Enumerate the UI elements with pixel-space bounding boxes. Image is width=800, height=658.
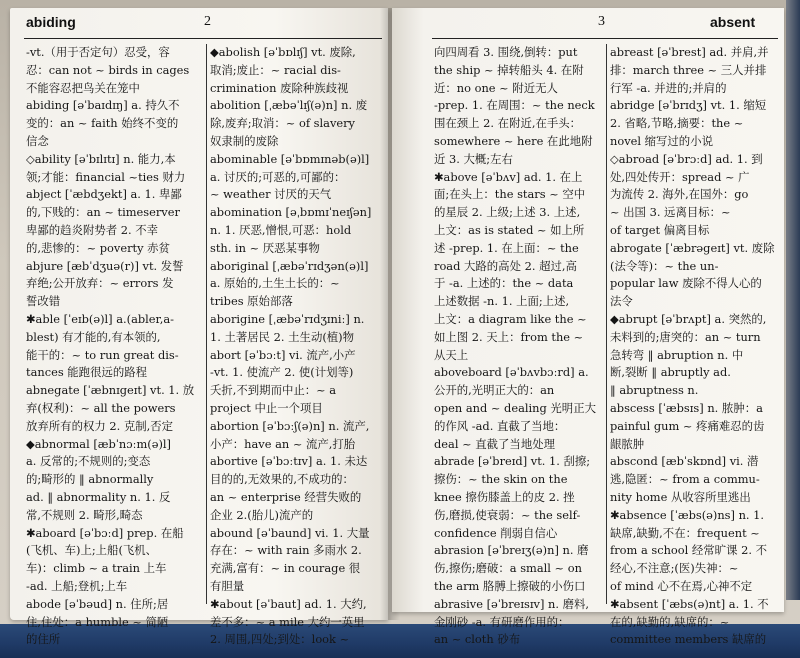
entry-line: abiding [əˈbaɪdɪŋ] a. 持久不 [26,98,180,113]
entry-line: ad. ‖ abnormality n. 1. 反 [26,489,171,504]
entry-line: 放弃所有的权力 2. 克制,否定 [26,418,174,433]
entry-line: abortive [əˈbɔːtɪv] a. 1. 未达 [210,454,368,469]
entry-line: 经心,不注意;(医)失神：~ [610,561,739,576]
entry-line: aboriginal [ˌæbəˈrɪdʒən(ə)l] [210,258,369,273]
entry-line: deal ~ 直截了当地处理 [434,436,555,451]
entry-line: 除,废弃;取消：~ of slavery [210,116,355,131]
entry-line: 目的的,无效果的,不成功的： [210,472,354,487]
entry-line: abjure [æbˈdʒuə(r)] vt. 发誓 [26,258,184,273]
entry-line: abrasive [əˈbreɪsɪv] n. 磨料, [434,596,590,611]
entry-line: ✱able [ˈeɪb(ə)l] a.(abler,a- [26,311,174,326]
entry-line: 的,下贱的：an ~ timeserver [26,205,180,220]
entry-line: 缺席,缺勤,不在：frequent ~ [610,525,760,540]
entry-line: 卑鄙的趋炎附势者 2. 不幸 [26,222,159,237]
entry-line: 处,四处传开：spread ~ 广 [610,169,750,184]
entry-line: abortion [əˈbɔːʃ(ə)n] n. 流产, [210,418,370,433]
entry-line: 金刚砂 -a. 有研磨作用的： [434,614,570,629]
entry-line: 领;才能：financial ~ties 财力 [26,169,186,184]
entry-line: 在的,缺勤的,缺席的：~ [610,614,730,629]
entry-line: -vt. 1. 使流产 2. 使(计划等) [210,365,354,380]
left-guide-word: abiding [26,14,76,30]
entry-line: tances 能跑很远的路程 [26,365,148,380]
entry-line: 法令 [610,294,633,309]
entry-line: nity home 从收容所里逃出 [610,489,751,504]
entry-line: -ad. 上船;登机;上车 [26,578,128,593]
entry-line: 上文：a diagram like the ~ [434,311,587,326]
entry-line: abound [əˈbaund] vi. 1. 大量 [210,525,370,540]
entry-line: abort [əˈbɔːt] vi. 流产,小产 [210,347,356,362]
left-page-number: 2 [204,14,211,29]
entry-line: (法令等)：~ the un- [610,258,719,273]
entry-line: 忍：can not ~ birds in cages [26,62,190,77]
entry-line: 弃(权利)：~ all the powers [26,400,176,415]
entry-line: 夭折,不到期而中止：~ a [210,383,337,398]
entry-line: sth. in ~ 厌恶某事物 [210,240,320,255]
entry-line: ◆abrupt [əˈbrʌpt] a. 突然的, [610,311,767,326]
entry-line: 如上图 2. 天上：from the ~ [434,329,584,344]
left-column-1 [26,44,204,649]
entry-line: 常,不规则 2. 畸形,畸态 [26,507,143,522]
entry-line: a. 原始的,土生土长的：~ [210,276,340,291]
entry-line: 上文：as is stated ~ 如上所 [434,222,585,237]
entry-line: abomination [əˌbɒmɪˈneɪʃən] [210,205,372,220]
right-column-1 [434,44,606,649]
entry-line: a. 讨厌的;可恶的,可鄙的： [210,169,346,184]
entry-line: 近：no one ~ 附近无人 [434,80,558,95]
entry-line: 1. 土著居民 2. 土生动(植)物 [210,329,355,344]
entry-line: 2. 省略,节略,摘要：the ~ [610,116,744,131]
entry-line: abscond [æbˈskɒnd] vi. 潜 [610,454,759,469]
entry-line: somewhere ~ here 在此地附 [434,133,593,148]
entry-line: ✱absent [ˈæbs(ə)nt] a. 1. 不 [610,596,769,611]
book-cover-edge [786,0,800,600]
entry-line: novel 缩写过的小说 [610,133,713,148]
entry-line: 的,悲惨的：~ poverty 赤贫 [26,240,170,255]
entry-line: the ship ~ 掉转船头 4. 在附 [434,62,584,77]
entry-line: 有胆量 [210,578,245,593]
entry-line: 不能容忍把鸟关在笼中 [26,80,140,95]
entry-line: painful gum ~ 疼痛难忍的齿 [610,418,765,433]
entry-line: abnegate [ˈæbnɪgeɪt] vt. 1. 放 [26,383,195,398]
entry-line: n. 1. 厌恶,憎恨,可恶：hold [210,222,352,237]
entry-line: abscess [ˈæbsɪs] n. 脓肿：a [610,400,763,415]
entry-line: crimination 废除种族歧视 [210,80,349,95]
entry-line: 伤,磨损,使衰弱：~ the self- [434,507,581,522]
entry-line: ‖ abruptness n. [610,383,699,398]
entry-line: 能干的：~ to run great dis- [26,347,179,362]
entry-line: road 大路的高处 2. 超过,高 [434,258,577,273]
left-column-2 [210,44,382,649]
entry-line: committee members 缺席的 [610,632,767,647]
entry-line: an ~ cloth 砂布 [434,632,521,647]
entry-line: 逃,隐匿：~ from a commu- [610,472,760,487]
entry-line: -vt.（用于否定句）忍受，容 [26,45,170,59]
entry-line: 2. 周围,四处;到处：look ~ [210,632,350,647]
entry-line: -prep. 1. 在周围：~ the neck [434,98,595,113]
entry-line: 弃绝;公开放弃：~ errors 发 [26,276,174,291]
entry-line: ◆abnormal [æbˈnɔːm(ə)l] [26,436,171,451]
entry-line: ✱absence [ˈæbs(ə)ns] n. 1. [610,507,765,522]
entry-line: blest) 有才能的,有本领的, [26,329,161,344]
entry-line: a. 反常的;不规则的;变态 [26,454,151,469]
entry-line: ✱aboard [əˈbɔːd] prep. 在船 [26,525,184,540]
entry-line: ~ weather 讨厌的天气 [210,187,332,202]
entry-line: 围在颈上 2. 在附近,在手头： [434,116,582,131]
right-guide-word: absent [710,14,756,30]
entry-line: confidence 削弱自信心 [434,525,558,540]
entry-line: abrogate [ˈæbrəgeɪt] vt. 废除 [610,240,775,255]
entry-line: abreast [əˈbrest] ad. 并肩,并 [610,45,769,59]
right-page [392,8,784,647]
left-header-rule [24,38,382,39]
entry-line: aboveboard [əˈbʌvbɔːrd] a. [434,365,589,380]
right-column-2 [610,44,782,649]
entry-line: 急转弯 ‖ abruption n. 中 [610,347,744,362]
entry-line: 述 -prep. 1. 在上面：~ the [434,240,579,255]
entry-line: 车)：climb ~ a train 上车 [26,561,167,576]
entry-line: 近 3. 大概;左右 [434,151,513,166]
entry-line: aborigine [ˌæbəˈrɪdʒɪniː] n. [210,311,365,326]
entry-line: project 中止一个项目 [210,400,323,415]
entry-line: the arm 胳膊上擦破的小伤口 [434,578,586,593]
entry-line: abode [əˈbəud] n. 住所;居 [26,596,169,611]
entry-line: 擦伤：~ the skin on the [434,472,568,487]
entry-line: 的;畸形的 ‖ abnormally [26,472,154,487]
entry-line: 充满,富有：~ in courage 很 [210,561,361,576]
entry-line: 上述数据 -n. 1. 上面;上述, [434,294,570,309]
entry-line: abrasion [əˈbreɪʒ(ə)n] n. 磨 [434,543,589,558]
right-header-rule [432,38,778,39]
entry-line: 差不多：~ a mile 大约一英里 [210,614,365,629]
entry-line: ◇abroad [əˈbrɔːd] ad. 1. 到 [610,151,763,166]
entry-line: 的作风 -ad. 直截了当地： [434,418,566,433]
entry-line: 面;在头上：the stars ~ 空中 [434,187,586,202]
entry-line: abject [ˈæbdʒekt] a. 1. 卑鄙 [26,187,182,202]
entry-line: 公开的,光明正大的：an [434,383,555,398]
entry-line: tribes 原始部落 [210,294,293,309]
entry-line: abolition [ˌæbəˈlɪʃ(ə)n] n. 废 [210,98,368,113]
entry-line: of target 偏离目标 [610,222,710,237]
entry-line: popular law 废除不得人心的 [610,276,762,291]
entry-line: 存在：~ with rain 多雨水 2. [210,543,362,558]
entry-line: 奴隶制的废除 [210,133,279,148]
entry-line: an ~ enterprise 经营失败的 [210,489,362,504]
left-page [10,8,388,647]
entry-line: 向四周看 3. 围绕,倒转：put [434,45,578,59]
right-page-number: 3 [598,14,605,29]
entry-line: ◆abolish [əˈbɒlɪʃ] vt. 废除, [210,45,356,59]
entry-line: 信念 [26,133,49,148]
entry-line: from a school 经常旷课 2. 不 [610,543,767,558]
entry-line: 排：march three ~ 三人并排 [610,62,767,77]
entry-line: 取消;废止：~ racial dis- [210,62,341,77]
entry-line: 住,住处：a humble ~ 简陋 [26,614,169,629]
entry-line: ~ 出国 3. 远离目标：~ [610,205,731,220]
entry-line: abrade [əˈbreɪd] vt. 1. 刮擦; [434,454,591,469]
entry-line: 誓改错 [26,294,61,309]
entry-line: 行军 -a. 并进的;并肩的 [610,80,727,95]
entry-line: (飞机、车)上;上船(飞机、 [26,543,158,558]
entry-line: ✱above [əˈbʌv] ad. 1. 在上 [434,169,583,184]
entry-line: 的住所 [26,632,61,647]
entry-line: 未料到的;唐突的：an ~ turn [610,329,761,344]
entry-line: 于 -a. 上述的：the ~ data [434,276,574,291]
entry-line: 企业 2.(胎儿)流产的 [210,507,314,522]
entry-line: open and ~ dealing 光明正大 [434,400,596,415]
entry-line: of mind 心不在焉,心神不定 [610,578,753,593]
left-column-divider [206,44,207,604]
entry-line: 小产：have an ~ 流产,打胎 [210,436,356,451]
entry-line: 从天上 [434,347,469,362]
entry-line: ✱about [əˈbaut] ad. 1. 大约, [210,596,367,611]
entry-line: 伤,擦伤;磨破：a small ~ on [434,561,582,576]
entry-line: abridge [əˈbrɪdʒ] vt. 1. 缩短 [610,98,767,113]
entry-line: 的星辰 2. 上级;上述 3. 上述, [434,205,581,220]
right-column-divider [606,44,607,604]
entry-line: knee 擦伤膝盖上的皮 2. 挫 [434,489,575,504]
entry-line: 断,裂断 ‖ abruptly ad. [610,365,731,380]
entry-line: 变的：an ~ faith 始终不变的 [26,116,179,131]
entry-line: ◇ability [əˈbɪlɪtɪ] n. 能力,本 [26,151,176,166]
entry-line: abominable [əˈbɒmɪnəb(ə)l] [210,151,370,166]
entry-line: 为流传 2. 海外,在国外：go [610,187,749,202]
entry-line: 龈脓肿 [610,436,645,451]
